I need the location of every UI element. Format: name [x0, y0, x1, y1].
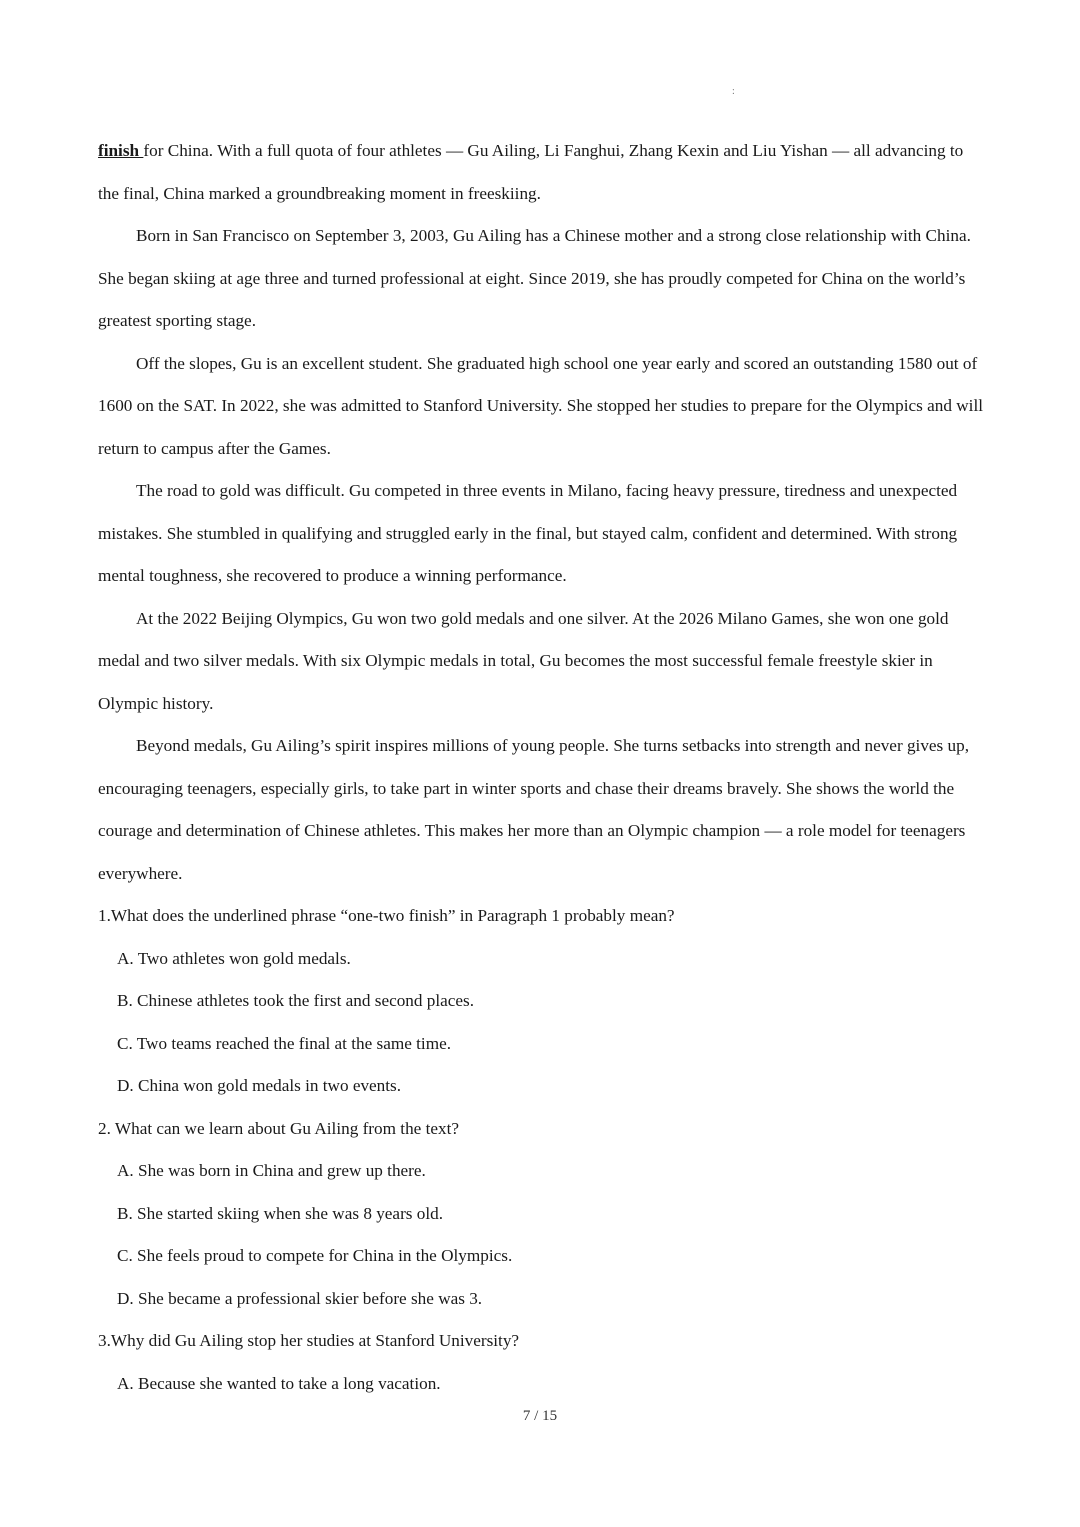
- answer-option: A. Because she wanted to take a long vacation.: [117, 1373, 441, 1393]
- underlined-phrase: finish: [98, 141, 144, 160]
- page-number: 7 / 15: [522, 1408, 558, 1424]
- answer-option: C. Two teams reached the final at the same time.: [117, 1033, 451, 1053]
- passage-paragraph-4: The road to gold was difficult. Gu competed in three events in Milano, facing heavy pressure, tiredness and unexpected mistakes. She stumbled in qualifying and struggled early in the final, but stayed calm, confident and determined. With strong mental toughness, she recovered to produce a winning performance.: [98, 481, 958, 585]
- answer-option: D. She became a professional skier before she was 3.: [117, 1288, 483, 1308]
- answer-option: B. Chinese athletes took the first and second places.: [117, 991, 475, 1010]
- passage-paragraph-3: Off the slopes, Gu is an excellent student. She graduated high school one year early and scored an outstanding 1580 out of 1600 on the SAT. In 2022, she was admitted to Stanford University. She stopped her studies to prepare for the Olympics and will return to campus after the Games.: [98, 353, 984, 458]
- question-1: [98, 895, 984, 1108]
- page-content: [98, 130, 984, 1405]
- passage-paragraph-5: At the 2022 Beijing Olympics, Gu won two gold medals and one silver. At the 2026 Milano Games, she won one gold medal and two silver medals. With six Olympic medals in total, Gu becomes the most successful female freestyle skier in Olympic history.: [98, 608, 949, 713]
- answer-option: B. She started skiing when she was 8 years old.: [117, 1203, 444, 1223]
- question-stem: 1.What does the underlined phrase “one-two finish” in Paragraph 1 probably mean?: [98, 906, 675, 925]
- answer-option: D. China won gold medals in two events.: [117, 1076, 402, 1095]
- question-2: [98, 1108, 984, 1321]
- corner-mark: :: [732, 86, 735, 97]
- question-3: [98, 1320, 984, 1405]
- answer-option: A. Two athletes won gold medals.: [117, 948, 351, 968]
- paragraph-1-text: for China. With a full quota of four athletes — Gu Ailing, Li Fanghui, Zhang Kexin and Liu Yishan — all advancing to the final, China marked a groundbreaking moment in freeskiing.: [98, 141, 964, 203]
- passage-paragraph-6: Beyond medals, Gu Ailing’s spirit inspires millions of young people. She turns setbacks into strength and never gives up, encouraging teenagers, especially girls, to take part in winter sports and chase their dreams bravely. She shows the world the courage and determination of Chinese athletes. This makes her more than an Olympic champion — a role model for teenagers everywhere.: [98, 736, 970, 883]
- question-stem: 2. What can we learn about Gu Ailing from the text?: [98, 1118, 459, 1138]
- answer-option: C. She feels proud to compete for China in the Olympics.: [117, 1246, 513, 1265]
- answer-option: A. She was born in China and grew up there.: [117, 1161, 426, 1180]
- passage-paragraph-2: Born in San Francisco on September 3, 2003, Gu Ailing has a Chinese mother and a strong close relationship with China. She began skiing at age three and turned professional at eight. Since 2019, she has proudly competed for China on the world’s greatest sporting stage.: [98, 226, 971, 330]
- question-stem: 3.Why did Gu Ailing stop her studies at Stanford University?: [98, 1331, 520, 1350]
- passage-paragraph-1: [98, 130, 984, 215]
